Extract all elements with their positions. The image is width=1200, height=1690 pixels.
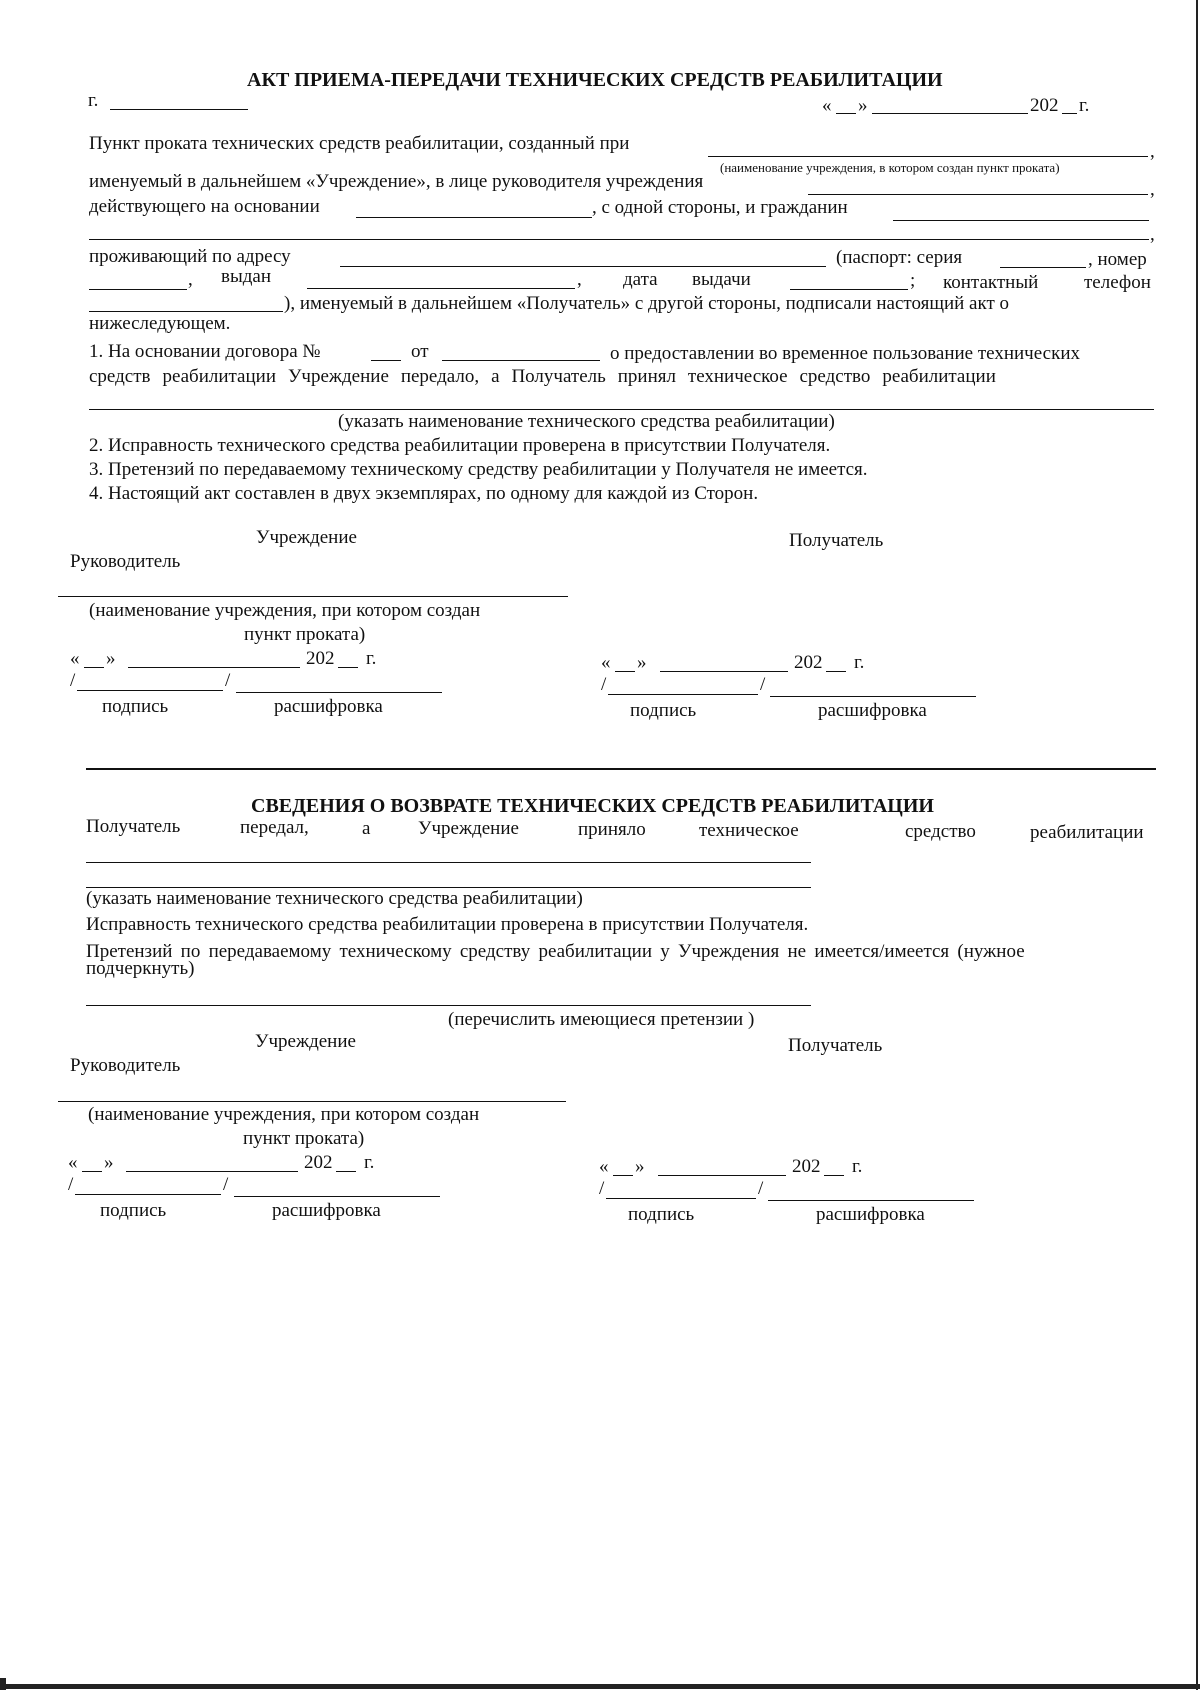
inst-date-g: г.	[366, 648, 377, 669]
date-g-label: г.	[1079, 95, 1090, 116]
intro-line-7: ), именуемый в дальнейшем «Получатель» с другой стороны, подписали настоящий акт о	[284, 293, 1010, 314]
intro-line-6a: ,	[188, 269, 193, 290]
point-2: 2. Исправность технического средства реабилитации проверена в присутствии Получателя.	[89, 435, 831, 456]
institution-hint-2b: пункт проката)	[243, 1128, 365, 1149]
recv2-decoding-field[interactable]	[768, 1200, 974, 1201]
inst2-slash-1: /	[68, 1174, 74, 1195]
institution-heading-2: Учреждение	[255, 1031, 356, 1052]
comma: ,	[1150, 224, 1155, 245]
intro-line-6c: ,	[577, 269, 582, 290]
intro-line-6h: телефон	[1084, 272, 1151, 293]
recv-slash-1: /	[601, 674, 607, 695]
recv2-date-open: «	[599, 1156, 609, 1177]
head-label-2: Руководитель	[70, 1055, 181, 1076]
return-word-6: техническое	[699, 820, 799, 841]
return-word-5: приняло	[578, 819, 646, 840]
recv-signature-field[interactable]	[608, 694, 758, 695]
inst-date-day-field[interactable]	[84, 667, 104, 668]
intro-line-5b: (паспорт: серия	[836, 247, 963, 268]
inst2-date-close: »	[104, 1152, 114, 1173]
intro-line-8: нижеследующем.	[89, 313, 231, 334]
institution-name-field[interactable]	[708, 156, 1148, 157]
issued-by-field[interactable]	[307, 288, 575, 289]
date-open-quote: «	[822, 95, 832, 116]
inst-signature-field[interactable]	[77, 690, 223, 691]
inst2-date-year-field[interactable]	[336, 1171, 356, 1172]
recv-date-month-field[interactable]	[660, 671, 788, 672]
inst2-date-open: «	[68, 1152, 78, 1173]
recv2-signature-label: подпись	[628, 1204, 695, 1225]
return-word-2: передал,	[240, 817, 309, 838]
return-word-4: Учреждение	[418, 818, 519, 839]
recv2-date-year: 202	[792, 1156, 821, 1177]
inst2-date-g: г.	[364, 1152, 375, 1173]
recv-decoding-field[interactable]	[770, 696, 976, 697]
inst2-date-year: 202	[304, 1152, 333, 1173]
return-claims-field[interactable]	[86, 1005, 811, 1006]
recv-date-close: »	[637, 652, 647, 673]
recv2-signature-field[interactable]	[606, 1198, 756, 1199]
recv-decoding-label: расшифровка	[818, 700, 927, 721]
city-field[interactable]	[110, 109, 248, 110]
recv2-slash-2: /	[758, 1178, 764, 1199]
date-year-field[interactable]	[1062, 113, 1077, 114]
contract-number-field[interactable]	[371, 360, 401, 361]
intro-line-6e: выдачи	[692, 269, 751, 290]
recv2-date-year-field[interactable]	[824, 1175, 844, 1176]
inst2-signature-field[interactable]	[75, 1194, 221, 1195]
inst-decoding-label: расшифровка	[274, 696, 383, 717]
inst-date-close: »	[106, 648, 116, 669]
intro-line-5a: проживающий по адресу	[89, 246, 291, 267]
section-divider	[86, 768, 1156, 770]
inst2-signature-label: подпись	[100, 1200, 167, 1221]
passport-number-field[interactable]	[89, 289, 187, 290]
return-word-3: а	[362, 818, 371, 839]
inst-date-month-field[interactable]	[128, 667, 300, 668]
recipient-heading-2: Получатель	[788, 1035, 883, 1056]
institution-sign-name-field-2[interactable]	[58, 1101, 566, 1102]
institution-hint-2: пункт проката)	[244, 624, 366, 645]
basis-field[interactable]	[356, 217, 592, 218]
inst2-slash-2: /	[223, 1174, 229, 1195]
inst2-date-day-field[interactable]	[82, 1171, 102, 1172]
intro-line-6g: контактный	[943, 272, 1039, 293]
intro-line-1: Пункт проката технических средств реабилитации, созданный при	[89, 133, 630, 154]
scan-edge-bottom	[0, 1684, 1200, 1689]
inst-date-open: «	[70, 648, 80, 669]
return-word-7: средство	[905, 821, 976, 842]
phone-field[interactable]	[89, 311, 283, 312]
institution-heading: Учреждение	[256, 527, 357, 548]
return-claims-1: Претензий по передаваемому техническому средству реабилитации у Учреждения не имеется/имеется (нужное	[86, 941, 1025, 962]
institution-sign-name-field[interactable]	[58, 596, 568, 597]
intro-line-2: именуемый в дальнейшем «Учреждение», в лице руководителя учреждения	[89, 171, 704, 192]
point-1a: 1. На основании договора №	[89, 341, 321, 362]
return-check: Исправность технического средства реабилитации проверена в присутствии Получателя.	[86, 914, 809, 935]
inst2-decoding-field[interactable]	[234, 1196, 440, 1197]
passport-series-field[interactable]	[1000, 267, 1086, 268]
device-name-hint: (указать наименование технического средства реабилитации)	[338, 411, 835, 432]
head-name-field[interactable]	[808, 194, 1148, 195]
inst2-date-month-field[interactable]	[126, 1171, 298, 1172]
document-title: АКТ ПРИЕМА-ПЕРЕДАЧИ ТЕХНИЧЕСКИХ СРЕДСТВ РЕАБИЛИТАЦИИ	[247, 69, 943, 91]
return-word-1: Получатель	[86, 816, 181, 837]
return-claims-hint: (перечислить имеющиеся претензии )	[448, 1009, 755, 1030]
institution-hint-1: (наименование учреждения, при котором создан	[89, 600, 481, 621]
recv2-decoding-label: расшифровка	[816, 1204, 925, 1225]
inst-slash-2: /	[225, 670, 231, 691]
point-1d: средств реабилитации Учреждение передало, а Получатель принял техническое средство реабилитации	[89, 366, 996, 387]
date-month-field[interactable]	[872, 113, 1028, 114]
date-day-field[interactable]	[836, 113, 856, 114]
point-1b: от	[411, 341, 429, 362]
inst2-decoding-label: расшифровка	[272, 1200, 381, 1221]
recv-signature-label: подпись	[630, 700, 697, 721]
recv2-slash-1: /	[599, 1178, 605, 1199]
intro-line-6f: ;	[910, 270, 916, 291]
recv-slash-2: /	[760, 674, 766, 695]
institution-hint-1b: (наименование учреждения, при котором создан	[88, 1104, 480, 1125]
head-label: Руководитель	[70, 551, 181, 572]
recv-date-open: «	[601, 652, 611, 673]
point-1c: о предоставлении во временное пользование технических	[610, 343, 1080, 364]
recv2-date-month-field[interactable]	[658, 1175, 786, 1176]
citizen-name-field-2[interactable]	[89, 239, 1149, 240]
inst-decoding-field[interactable]	[236, 692, 442, 693]
inst-signature-label: подпись	[102, 696, 169, 717]
return-claims-2: подчеркнуть)	[86, 958, 195, 979]
recv-date-year-field[interactable]	[826, 671, 846, 672]
scan-edge-right	[1196, 0, 1198, 1690]
inst-date-year: 202	[306, 648, 335, 669]
date-close-quote: »	[858, 95, 868, 116]
recv-date-year: 202	[794, 652, 823, 673]
date-year-label: 202	[1030, 95, 1059, 116]
comma: ,	[1150, 179, 1155, 200]
issue-date-field[interactable]	[790, 289, 908, 290]
intro-line-6b: выдан	[221, 266, 272, 287]
recv-date-g: г.	[854, 652, 865, 673]
contract-date-field[interactable]	[442, 360, 600, 361]
comma: ,	[1150, 141, 1155, 162]
return-word-8: реабилитации	[1030, 822, 1144, 843]
recipient-heading: Получатель	[789, 530, 884, 551]
return-device-field-1[interactable]	[86, 862, 811, 863]
scan-edge-corner	[0, 1678, 6, 1690]
intro-line-6d: дата	[623, 269, 658, 290]
return-title: СВЕДЕНИЯ О ВОЗВРАТЕ ТЕХНИЧЕСКИХ СРЕДСТВ РЕАБИЛИТАЦИИ	[251, 795, 934, 817]
city-label: г.	[88, 90, 99, 111]
point-3: 3. Претензий по передаваемому техническому средству реабилитации у Получателя не имеется.	[89, 459, 868, 480]
inst-slash-1: /	[70, 670, 76, 691]
intro-line-3b: , с одной стороны, и гражданин	[592, 197, 848, 218]
intro-line-3a: действующего на основании	[89, 196, 320, 217]
recv-date-day-field[interactable]	[615, 671, 635, 672]
intro-line-5c: , номер	[1088, 249, 1147, 270]
citizen-name-field[interactable]	[893, 220, 1149, 221]
recv2-date-g: г.	[852, 1156, 863, 1177]
return-device-hint: (указать наименование технического средства реабилитации)	[86, 888, 583, 909]
institution-name-hint: (наименование учреждения, в котором создан пункт проката)	[720, 160, 1060, 175]
address-field[interactable]	[340, 266, 826, 267]
point-4: 4. Настоящий акт составлен в двух экземплярах, по одному для каждой из Сторон.	[89, 483, 759, 504]
device-name-field[interactable]	[89, 409, 1154, 410]
recv2-date-day-field[interactable]	[613, 1175, 633, 1176]
inst-date-year-field[interactable]	[338, 667, 358, 668]
recv2-date-close: »	[635, 1156, 645, 1177]
